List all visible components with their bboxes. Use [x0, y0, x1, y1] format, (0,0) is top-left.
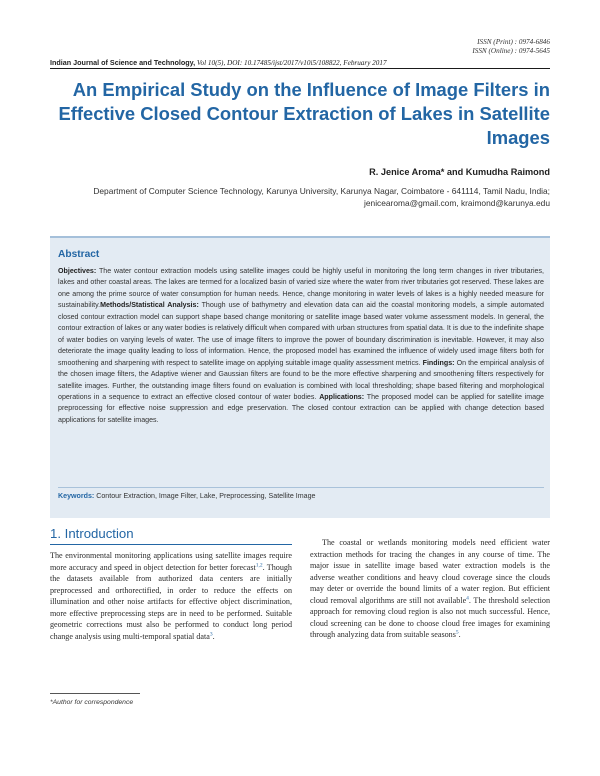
- applications-label: Applications:: [319, 392, 365, 401]
- keywords-label: Keywords:: [58, 492, 95, 500]
- issn-block: [472, 38, 550, 56]
- intro-left-text-b: . Though the datasets available from authorized data centers are initially preprocessed and orthorectified, in order to reduce the effects on illumination and other noise artifacts for effective object discrimination, more effective preprocessing steps are in need to be performed. Suitable geometric corrections must also be performed to conduct long period change analysis using multi-temporal spatial data: [50, 562, 292, 641]
- header-rule: [50, 68, 550, 69]
- objectives-label: Objectives:: [58, 267, 97, 275]
- footnote: *Author for correspondence: [50, 699, 134, 706]
- intro-right-text-a: The coastal or wetlands monitoring models need efficient water extraction methods for tracing the changes in any course of time. The major issue in satellite image based water extraction models is the adverse weather conditions and heavy cloud coverage since the clouds may deter or override the bound limits of a water region. But efficient cloud removal algorithms are still not available: [310, 538, 550, 605]
- citation-link[interactable]: 5: [455, 629, 459, 636]
- paper-title: An Empirical Study on the Influence of Image Filters in Effective Closed Contour Extraction of Lakes in Satellite Images: [58, 79, 550, 148]
- issn-online: ISSN (Online) : 0974-5645: [472, 47, 550, 55]
- issn-print: ISSN (Print) : 0974-6846: [477, 38, 550, 46]
- keywords-line: [58, 492, 315, 500]
- findings-label: Findings:: [422, 358, 455, 367]
- intro-left-text-a: The environmental monitoring applications using satellite images require more accuracy and speed in object detection for better forecast: [50, 551, 292, 572]
- abstract-body: [58, 266, 544, 426]
- journal-name: Indian Journal of Science and Technology,: [50, 58, 196, 67]
- footnote-rule: [50, 693, 140, 694]
- methods-label: Methods/Statistical Analysis:: [100, 301, 199, 310]
- applications-text: The proposed model can be applied for satellite image preprocessing for effective noise suppression and edge preservation. The closed contour extraction can be applied with change detection based applications for satellite images.: [58, 392, 544, 424]
- citation-link[interactable]: 1,2: [255, 561, 263, 568]
- findings-text: On the empirical analysis of the chosen image filters, the Adaptive wiener and Gaussian filters are found to be the more effective sharpening and smoothening filters respectively for satellite images. Further, the outstanding image filters found on evaluation is combined with local thresholding; shape based filtering and morphological operations in a sequence to extract an effective closed contour of water bodies.: [58, 358, 544, 401]
- paper-authors: R. Jenice Aroma* and Kumudha Raimond: [369, 167, 550, 177]
- intro-column-left: [50, 550, 292, 642]
- methods-text: Though use of bathymetry and elevation data can aid the coastal monitoring models, a simple automated closed contour extraction model can support shape based change monitoring or satellite image based water volume assessment models. In general, the contour extraction of lakes or any water bodies is relatively difficult when compared with urban structures from spatial data. It is due to the indefinite shape of water bodies on varying levels of water. The use of image filters to improve the power of boundary discrimination is inevitable. However, it may also deteriorate the image quality leading to loss of information. Hence, the proposed model has examined the influence of widely used image filters both for smoothening and sharpening with respect to satellite image on applying suitable image quality assessment metrics.: [58, 301, 544, 367]
- keywords-text: Contour Extraction, Image Filter, Lake, Preprocessing, Satellite Image: [94, 492, 316, 500]
- objectives-text: The water contour extraction models using satellite images could be highly useful in monitoring the long term changes in river tributaries, lakes and other coastal areas. The lakes are termed for a localized basin of varied size where the water from river tributaries got reserved. These lakes are one among the prime source of water consumption for human needs. Hence, change monitoring in water levels of lakes is a highly needed measure for sustainability.: [58, 267, 544, 310]
- introduction-heading: 1. Introduction: [50, 526, 134, 541]
- intro-right-text-b: . The threshold selection approach for removing cloud region is also not much successful. Hence, cloud screening can be done to choose cloud free images for examining through analyzing data from suitable seasons: [310, 595, 551, 639]
- intro-left-text-c: .: [212, 631, 215, 641]
- citation-link[interactable]: 4: [466, 594, 469, 601]
- citation-link[interactable]: 3: [209, 630, 213, 637]
- introduction-rule: [50, 544, 292, 545]
- abstract-heading: Abstract: [58, 249, 100, 260]
- keywords-divider: [58, 487, 544, 488]
- intro-right-text-c: .: [458, 630, 461, 639]
- paper-affiliation: Department of Computer Science Technology, Karunya University, Karunya Nagar, Coimbatore - 641114, Tamil Nadu, India; jenicearoma@gmail.com, kraimond@karunya.edu: [93, 186, 550, 208]
- intro-column-right: [310, 537, 550, 641]
- journal-meta: Vol 10(5), DOI: 10.17485/ijst/2017/v10i5/108822, February 2017: [196, 59, 387, 67]
- journal-citation: [50, 58, 387, 67]
